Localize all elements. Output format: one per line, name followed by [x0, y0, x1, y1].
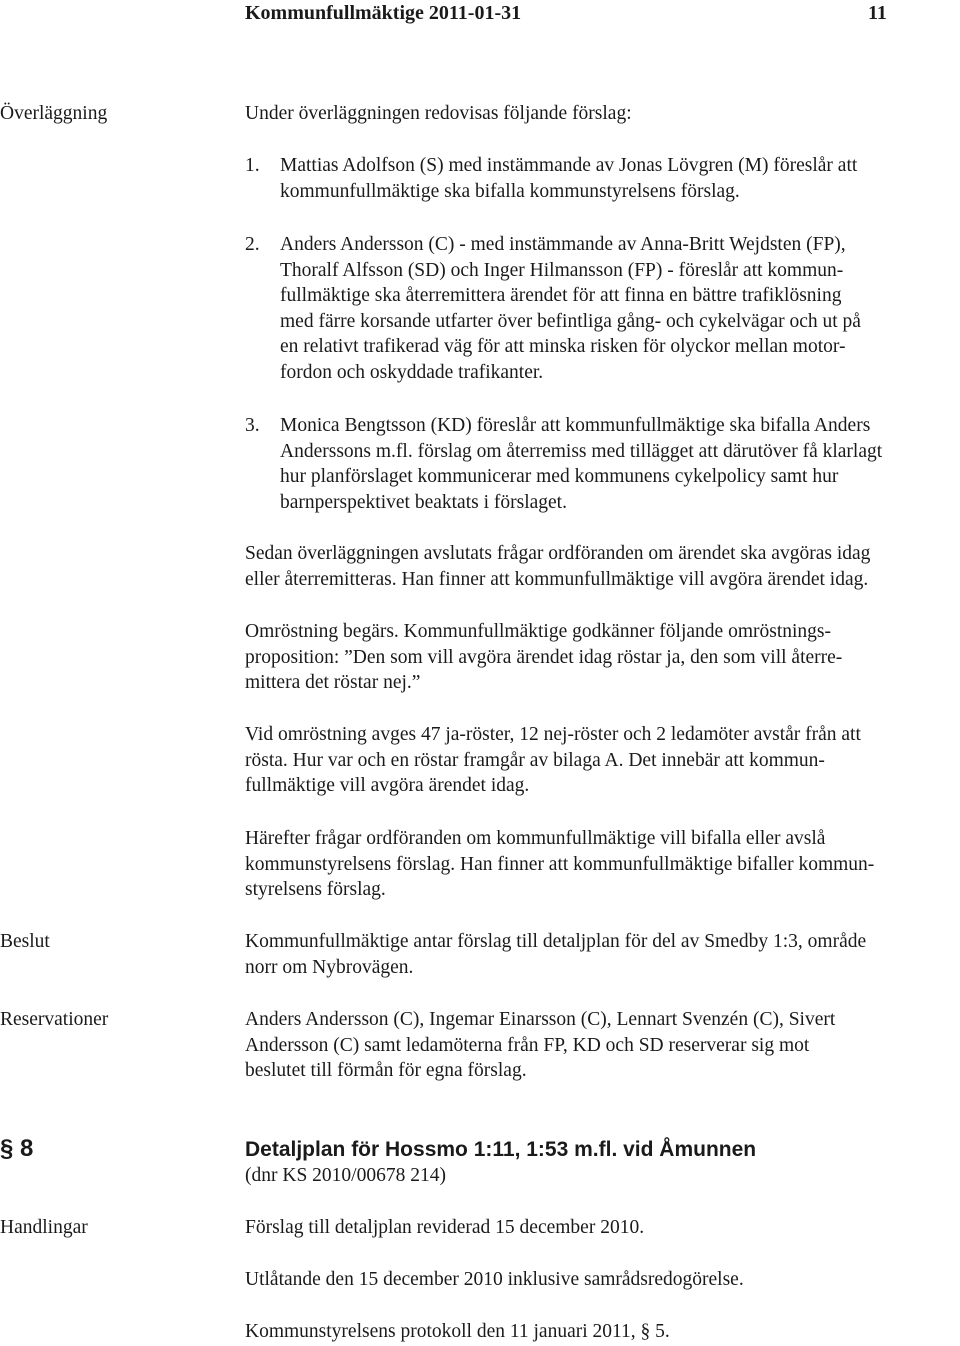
proposal-line: Anderssons m.fl. förslag om återremiss med tillägget att därutöver få klarlagt	[280, 440, 883, 462]
proposal-line: hur planförslaget kommunicerar med kommunens cykelpolicy samt hur	[280, 466, 839, 488]
margin-label-decision: Beslut	[0, 931, 50, 952]
proposal-number: 1.	[245, 155, 260, 176]
documents-item-3	[245, 1319, 957, 1345]
reservation-line: Andersson (C) samt ledamöterna från FP, KD och SD reserverar sig mot	[245, 1034, 810, 1056]
paragraph-approval	[245, 826, 957, 903]
proposal-line	[245, 413, 957, 439]
proposal-text: Monica Bengtsson (KD) föreslår att kommunfullmäktige ska bifalla Anders	[280, 415, 871, 436]
margin-label-reservations: Reservationer	[0, 1009, 109, 1030]
paragraph-line: kommunstyrelsens förslag. Han finner att kommunfullmäktige bifaller kommun-	[245, 853, 875, 875]
deliberation-intro	[245, 101, 957, 127]
paragraph-line: Omröstning begärs. Kommunfullmäktige godkänner följande omröstnings-	[245, 621, 831, 642]
proposal-line: fordon och oskyddade trafikanter.	[280, 361, 544, 383]
document-item: Utlåtande den 15 december 2010 inklusive samrådsredogörelse.	[245, 1269, 744, 1290]
paragraph-line: fullmäktige vill avgöra ärendet idag.	[245, 775, 530, 797]
paragraph-line: eller återremitteras. Han finner att kommunfullmäktige vill avgöra ärendet idag.	[245, 568, 869, 590]
proposal-line: en relativt trafikerad väg för att minska risken för olyckor mellan motor-	[280, 336, 846, 358]
margin-label-deliberation: Överläggning	[0, 103, 108, 124]
decision-line: Kommunfullmäktige antar förslag till detaljplan för del av Smedby 1:3, område	[245, 931, 867, 952]
document-item: Förslag till detaljplan reviderad 15 december 2010.	[245, 1217, 645, 1238]
intro-text: Under överläggningen redovisas följande förslag:	[245, 103, 632, 124]
section-title: Detaljplan för Hossmo 1:11, 1:53 m.fl. vid Åmunnen	[245, 1138, 757, 1161]
reservation-line: Anders Andersson (C), Ingemar Einarsson (C), Lennart Svenzén (C), Sivert	[245, 1009, 836, 1030]
proposal-1	[245, 153, 957, 204]
paragraph-adjourn	[245, 541, 957, 592]
proposal-line	[245, 232, 957, 258]
paragraph-line: mittera det röstar nej.”	[245, 672, 421, 694]
section-mark: § 8	[0, 1135, 34, 1162]
documents-item-1	[245, 1215, 957, 1241]
reservations-text	[245, 1007, 957, 1084]
proposal-line	[245, 153, 957, 179]
proposal-line: Thoralf Alfsson (SD) och Inger Hilmansson (FP) - föreslår att kommun-	[280, 259, 844, 281]
proposal-line: fullmäktige ska återremittera ärendet för att finna en bättre trafiklösning	[280, 285, 842, 307]
paragraph-line: Vid omröstning avges 47 ja-röster, 12 nej-röster och 2 ledamöter avstår från att	[245, 724, 861, 745]
document-item: Kommunstyrelsens protokoll den 11 januari 2011, § 5.	[245, 1321, 670, 1342]
decision-line: norr om Nybrovägen.	[245, 956, 414, 978]
paragraph-vote-request	[245, 619, 957, 696]
proposal-text: Mattias Adolfson (S) med instämmande av Jonas Lövgren (M) föreslår att	[280, 155, 858, 176]
proposal-2	[245, 232, 957, 386]
paragraph-line: proposition: ”Den som vill avgöra ärendet idag röstar ja, den som vill återre-	[245, 646, 843, 668]
proposal-text: Anders Andersson (C) - med instämmande av Anna-Britt Wejdsten (FP),	[280, 234, 846, 255]
paragraph-line: styrelsens förslag.	[245, 879, 386, 901]
reservation-line: beslutet till förmån för egna förslag.	[245, 1060, 527, 1082]
proposal-number: 3.	[245, 415, 260, 436]
page-number: 11	[868, 2, 887, 24]
paragraph-vote-result	[245, 722, 957, 799]
proposal-number: 2.	[245, 234, 260, 255]
dnr-text: (dnr KS 2010/00678 214)	[245, 1165, 446, 1186]
documents-item-2	[245, 1267, 957, 1293]
section-dnr	[245, 1163, 957, 1189]
paragraph-line: Sedan överläggningen avslutats frågar ordföranden om ärendet ska avgöras idag	[245, 543, 871, 564]
paragraph-line: Härefter frågar ordföranden om kommunfullmäktige vill bifalla eller avslå	[245, 828, 826, 849]
proposal-3	[245, 413, 957, 515]
page-header-title: Kommunfullmäktige 2011-01-31	[245, 2, 522, 24]
proposal-line: barnperspektivet beaktats i förslaget.	[280, 491, 567, 513]
paragraph-line: rösta. Hur var och en röstar framgår av bilaga A. Det innebär att kommun-	[245, 749, 825, 771]
decision-text	[245, 929, 957, 980]
proposal-line: med färre korsande utfarter över befintliga gång- och cykelvägar och ut på	[280, 310, 861, 332]
proposal-line: kommunfullmäktige ska bifalla kommunstyrelsens förslag.	[280, 180, 740, 202]
margin-label-documents: Handlingar	[0, 1217, 88, 1238]
